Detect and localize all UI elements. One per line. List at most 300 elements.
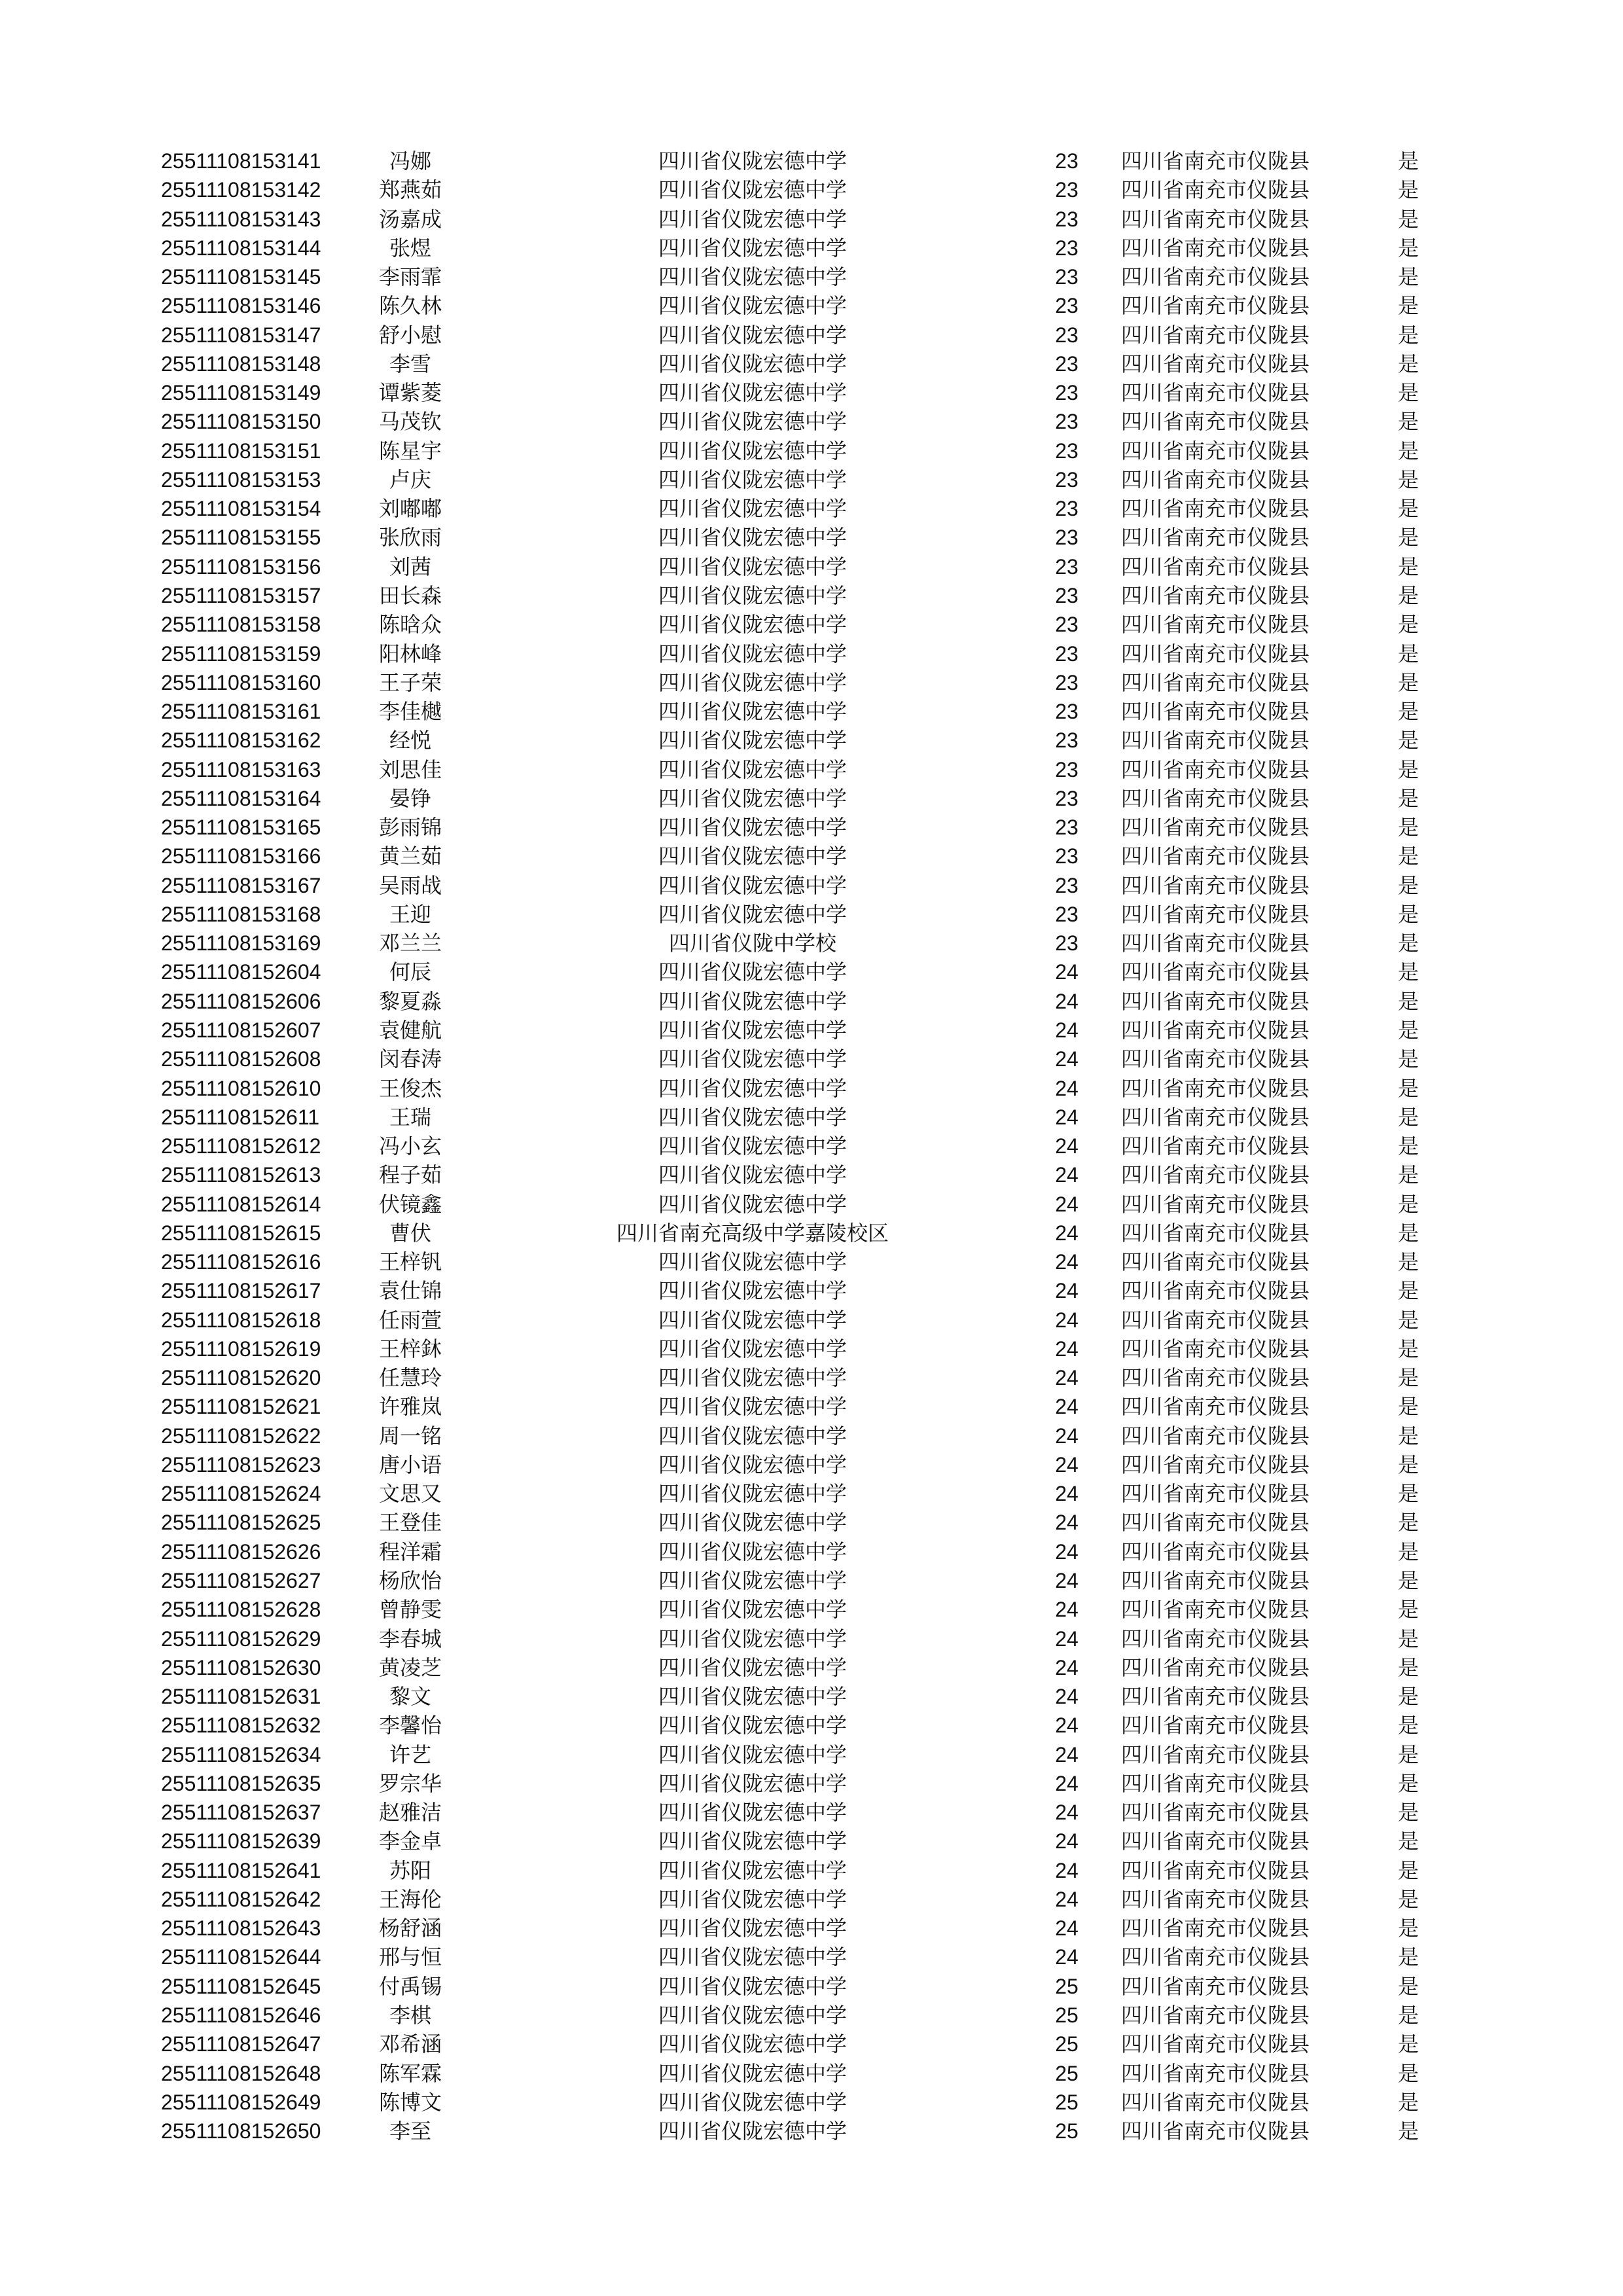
class-number: 25 bbox=[1055, 2090, 1079, 2114]
school-name: 四川省仪陇宏德中学 bbox=[658, 1568, 847, 1594]
candidate-id: 25511108153153 bbox=[161, 467, 321, 492]
candidate-id: 25511108153143 bbox=[161, 207, 321, 231]
region: 四川省南充市仪陇县 bbox=[1121, 409, 1310, 435]
region: 四川省南充市仪陇县 bbox=[1121, 525, 1310, 550]
region: 四川省南充市仪陇县 bbox=[1121, 1162, 1310, 1188]
table-row bbox=[0, 378, 1623, 407]
class-number: 24 bbox=[1055, 1511, 1079, 1535]
flag-value: 是 bbox=[1398, 149, 1419, 173]
table-row bbox=[0, 1856, 1623, 1885]
table-row bbox=[0, 842, 1623, 870]
school-name: 四川省仪陇宏德中学 bbox=[658, 1047, 847, 1072]
student-name: 李雪 bbox=[389, 351, 431, 376]
flag-value: 是 bbox=[1398, 380, 1419, 406]
candidate-id: 25511108153147 bbox=[161, 323, 321, 347]
school-name: 四川省仪陇宏德中学 bbox=[658, 1336, 847, 1361]
student-name: 程子茹 bbox=[378, 1162, 442, 1188]
region: 四川省南充市仪陇县 bbox=[1121, 2032, 1310, 2057]
table-row bbox=[0, 1190, 1623, 1219]
class-number: 24 bbox=[1055, 1801, 1079, 1825]
student-name: 唐小语 bbox=[378, 1452, 442, 1477]
student-name: 邢与恒 bbox=[378, 1945, 442, 1970]
class-number: 24 bbox=[1055, 989, 1079, 1013]
flag-value: 是 bbox=[1398, 1800, 1419, 1825]
flag-value: 是 bbox=[1398, 1568, 1419, 1594]
student-name: 黄凌芝 bbox=[378, 1655, 442, 1680]
school-name: 四川省仪陇宏德中学 bbox=[658, 206, 847, 232]
student-name: 邓希涵 bbox=[378, 2032, 442, 2057]
table-row bbox=[0, 1972, 1623, 2001]
region: 四川省南充市仪陇县 bbox=[1121, 1278, 1310, 1304]
student-name: 吴雨战 bbox=[378, 872, 442, 898]
student-name: 阳林峰 bbox=[378, 641, 442, 666]
region: 四川省南充市仪陇县 bbox=[1121, 1886, 1310, 1912]
candidate-id: 25511108152643 bbox=[161, 1916, 321, 1941]
student-name: 李佳樾 bbox=[378, 699, 442, 725]
student-name: 邓兰兰 bbox=[378, 931, 442, 956]
class-number: 23 bbox=[1055, 554, 1079, 579]
table-row bbox=[0, 639, 1623, 668]
class-number: 23 bbox=[1055, 873, 1079, 897]
class-number: 23 bbox=[1055, 641, 1079, 666]
region: 四川省南充市仪陇县 bbox=[1121, 872, 1310, 898]
candidate-id: 25511108153162 bbox=[161, 728, 321, 753]
region: 四川省南充市仪陇县 bbox=[1121, 264, 1310, 290]
table-row bbox=[0, 494, 1623, 523]
student-name: 陈星宇 bbox=[378, 438, 442, 463]
class-number: 23 bbox=[1055, 439, 1079, 463]
flag-value: 是 bbox=[1398, 1104, 1419, 1130]
student-name: 王海伦 bbox=[378, 1886, 442, 1912]
candidate-id: 25511108153155 bbox=[161, 526, 321, 550]
table-row bbox=[0, 1276, 1623, 1305]
flag-value: 是 bbox=[1398, 931, 1419, 956]
student-name: 任慧玲 bbox=[378, 1365, 442, 1391]
flag-value: 是 bbox=[1398, 1684, 1419, 1710]
school-name: 四川省仪陇宏德中学 bbox=[658, 438, 847, 463]
region: 四川省南充市仪陇县 bbox=[1121, 901, 1310, 927]
region: 四川省南充市仪陇县 bbox=[1121, 1597, 1310, 1623]
candidate-id: 25511108152625 bbox=[161, 1511, 321, 1535]
candidate-id: 25511108153145 bbox=[161, 265, 321, 289]
candidate-id: 25511108152612 bbox=[161, 1134, 321, 1158]
school-name: 四川省仪陇宏德中学 bbox=[658, 1742, 847, 1767]
student-name: 李春城 bbox=[378, 1626, 442, 1651]
table-row bbox=[0, 1160, 1623, 1189]
class-number: 24 bbox=[1055, 1163, 1079, 1187]
school-name: 四川省仪陇宏德中学 bbox=[658, 1423, 847, 1448]
class-number: 25 bbox=[1055, 1974, 1079, 1998]
student-name: 王梓钒 bbox=[378, 1249, 442, 1275]
school-name: 四川省仪陇宏德中学 bbox=[658, 1857, 847, 1883]
candidate-id: 25511108152631 bbox=[161, 1685, 321, 1709]
region: 四川省南充市仪陇县 bbox=[1121, 988, 1310, 1014]
school-name: 四川省仪陇宏德中学 bbox=[658, 901, 847, 927]
student-name: 曾静雯 bbox=[378, 1597, 442, 1623]
school-name: 四川省仪陇宏德中学 bbox=[658, 785, 847, 811]
candidate-id: 25511108152635 bbox=[161, 1771, 321, 1795]
region: 四川省南充市仪陇县 bbox=[1121, 1829, 1310, 1854]
table-row bbox=[0, 1508, 1623, 1537]
region: 四川省南充市仪陇县 bbox=[1121, 1336, 1310, 1361]
flag-value: 是 bbox=[1398, 757, 1419, 782]
flag-value: 是 bbox=[1398, 2060, 1419, 2086]
class-number: 23 bbox=[1055, 844, 1079, 869]
student-name: 王俊杰 bbox=[378, 1075, 442, 1101]
flag-value: 是 bbox=[1398, 438, 1419, 463]
table-row bbox=[0, 1943, 1623, 1971]
school-name: 四川省仪陇宏德中学 bbox=[658, 1365, 847, 1391]
roster-table bbox=[0, 147, 1623, 2145]
flag-value: 是 bbox=[1398, 583, 1419, 608]
region: 四川省南充市仪陇县 bbox=[1121, 1075, 1310, 1101]
school-name: 四川省仪陇宏德中学 bbox=[658, 235, 847, 260]
student-name: 汤嘉成 bbox=[378, 206, 442, 232]
candidate-id: 25511108152619 bbox=[161, 1336, 321, 1361]
class-number: 24 bbox=[1055, 1626, 1079, 1651]
candidate-id: 25511108152634 bbox=[161, 1742, 321, 1767]
candidate-id: 25511108152621 bbox=[161, 1395, 321, 1419]
school-name: 四川省仪陇宏德中学 bbox=[658, 351, 847, 376]
region: 四川省南充市仪陇县 bbox=[1121, 757, 1310, 782]
candidate-id: 25511108152606 bbox=[161, 989, 321, 1013]
candidate-id: 25511108153160 bbox=[161, 670, 321, 694]
table-row bbox=[0, 262, 1623, 291]
flag-value: 是 bbox=[1398, 988, 1419, 1014]
table-row bbox=[0, 958, 1623, 986]
class-number: 24 bbox=[1055, 1018, 1079, 1042]
region: 四川省南充市仪陇县 bbox=[1121, 1104, 1310, 1130]
region: 四川省南充市仪陇县 bbox=[1121, 1394, 1310, 1420]
region: 四川省南充市仪陇县 bbox=[1121, 1857, 1310, 1883]
student-name: 王梓鈢 bbox=[378, 1336, 442, 1361]
region: 四川省南充市仪陇县 bbox=[1121, 583, 1310, 608]
school-name: 四川省仪陇宏德中学 bbox=[658, 670, 847, 695]
class-number: 23 bbox=[1055, 149, 1079, 173]
table-row bbox=[0, 205, 1623, 234]
flag-value: 是 bbox=[1398, 1916, 1419, 1941]
class-number: 23 bbox=[1055, 700, 1079, 724]
table-row bbox=[0, 987, 1623, 1016]
student-name: 罗宗华 bbox=[378, 1770, 442, 1796]
flag-value: 是 bbox=[1398, 467, 1419, 492]
flag-value: 是 bbox=[1398, 293, 1419, 319]
table-row bbox=[0, 1711, 1623, 1740]
student-name: 刘嘟嘟 bbox=[378, 496, 442, 522]
student-name: 袁仕锦 bbox=[378, 1278, 442, 1304]
candidate-id: 25511108152630 bbox=[161, 1655, 321, 1679]
flag-value: 是 bbox=[1398, 1134, 1419, 1159]
class-number: 24 bbox=[1055, 1308, 1079, 1332]
school-name: 四川省仪陇宏德中学 bbox=[658, 1597, 847, 1623]
class-number: 24 bbox=[1055, 1452, 1079, 1477]
school-name: 四川省仪陇宏德中学 bbox=[658, 467, 847, 492]
class-number: 24 bbox=[1055, 1858, 1079, 1882]
school-name: 四川省仪陇宏德中学 bbox=[658, 1626, 847, 1651]
table-row bbox=[0, 2088, 1623, 2117]
table-row bbox=[0, 755, 1623, 784]
school-name: 四川省仪陇宏德中学 bbox=[658, 699, 847, 725]
flag-value: 是 bbox=[1398, 1191, 1419, 1217]
candidate-id: 25511108153157 bbox=[161, 583, 321, 607]
candidate-id: 25511108153148 bbox=[161, 351, 321, 376]
flag-value: 是 bbox=[1398, 264, 1419, 290]
table-row bbox=[0, 1914, 1623, 1943]
student-name: 田长森 bbox=[378, 583, 442, 608]
region: 四川省南充市仪陇县 bbox=[1121, 641, 1310, 666]
region: 四川省南充市仪陇县 bbox=[1121, 1945, 1310, 1970]
region: 四川省南充市仪陇县 bbox=[1121, 1017, 1310, 1043]
class-number: 24 bbox=[1055, 1655, 1079, 1679]
flag-value: 是 bbox=[1398, 1220, 1419, 1246]
region: 四川省南充市仪陇县 bbox=[1121, 177, 1310, 203]
class-number: 24 bbox=[1055, 1336, 1079, 1361]
region: 四川省南充市仪陇县 bbox=[1121, 1307, 1310, 1333]
school-name: 四川省仪陇宏德中学 bbox=[658, 612, 847, 637]
flag-value: 是 bbox=[1398, 2003, 1419, 2028]
flag-value: 是 bbox=[1398, 1539, 1419, 1564]
region: 四川省南充市仪陇县 bbox=[1121, 293, 1310, 319]
school-name: 四川省仪陇宏德中学 bbox=[658, 1249, 847, 1275]
class-number: 23 bbox=[1055, 583, 1079, 607]
candidate-id: 25511108152629 bbox=[161, 1626, 321, 1651]
table-row bbox=[0, 1827, 1623, 1856]
class-number: 23 bbox=[1055, 207, 1079, 231]
student-name: 郑燕茹 bbox=[378, 177, 442, 203]
region: 四川省南充市仪陇县 bbox=[1121, 1568, 1310, 1594]
student-name: 伏镜鑫 bbox=[378, 1191, 442, 1217]
student-name: 刘思佳 bbox=[378, 757, 442, 782]
table-row bbox=[0, 1045, 1623, 1073]
table-row bbox=[0, 1219, 1623, 1247]
student-name: 刘茜 bbox=[389, 554, 431, 579]
school-name: 四川省仪陇宏德中学 bbox=[658, 1134, 847, 1159]
school-name: 四川省仪陇宏德中学 bbox=[658, 960, 847, 985]
flag-value: 是 bbox=[1398, 1047, 1419, 1072]
candidate-id: 25511108153149 bbox=[161, 381, 321, 405]
flag-value: 是 bbox=[1398, 1945, 1419, 1970]
class-number: 24 bbox=[1055, 1395, 1079, 1419]
student-name: 经悦 bbox=[389, 728, 431, 753]
region: 四川省南充市仪陇县 bbox=[1121, 496, 1310, 522]
table-row bbox=[0, 610, 1623, 639]
flag-value: 是 bbox=[1398, 496, 1419, 522]
school-name: 四川省仪陇宏德中学 bbox=[658, 2032, 847, 2057]
school-name: 四川省仪陇宏德中学 bbox=[658, 1452, 847, 1477]
table-row bbox=[0, 407, 1623, 436]
candidate-id: 25511108152626 bbox=[161, 1539, 321, 1564]
table-row bbox=[0, 929, 1623, 958]
flag-value: 是 bbox=[1398, 322, 1419, 348]
candidate-id: 25511108153151 bbox=[161, 439, 321, 463]
table-row bbox=[0, 1769, 1623, 1798]
table-row bbox=[0, 1247, 1623, 1276]
table-row bbox=[0, 668, 1623, 697]
region: 四川省南充市仪陇县 bbox=[1121, 1684, 1310, 1710]
school-name: 四川省仪陇宏德中学 bbox=[658, 322, 847, 348]
table-row bbox=[0, 1306, 1623, 1335]
school-name: 四川省仪陇宏德中学 bbox=[658, 641, 847, 666]
region: 四川省南充市仪陇县 bbox=[1121, 554, 1310, 579]
flag-value: 是 bbox=[1398, 1394, 1419, 1420]
candidate-id: 25511108152614 bbox=[161, 1192, 321, 1216]
table-row bbox=[0, 1016, 1623, 1045]
flag-value: 是 bbox=[1398, 1597, 1419, 1623]
flag-value: 是 bbox=[1398, 641, 1419, 666]
school-name: 四川省仪陇宏德中学 bbox=[658, 554, 847, 579]
student-name: 赵雅洁 bbox=[378, 1800, 442, 1825]
flag-value: 是 bbox=[1398, 235, 1419, 260]
region: 四川省南充市仪陇县 bbox=[1121, 1916, 1310, 1941]
table-row bbox=[0, 552, 1623, 581]
region: 四川省南充市仪陇县 bbox=[1121, 1047, 1310, 1072]
class-number: 23 bbox=[1055, 467, 1079, 492]
candidate-id: 25511108152639 bbox=[161, 1829, 321, 1854]
flag-value: 是 bbox=[1398, 2089, 1419, 2115]
table-row bbox=[0, 175, 1623, 204]
flag-value: 是 bbox=[1398, 2119, 1419, 2144]
table-row bbox=[0, 291, 1623, 320]
school-name: 四川省仪陇宏德中学 bbox=[658, 2003, 847, 2028]
table-row bbox=[0, 1479, 1623, 1508]
table-row bbox=[0, 1103, 1623, 1132]
candidate-id: 25511108152642 bbox=[161, 1887, 321, 1911]
table-row bbox=[0, 1682, 1623, 1711]
table-row bbox=[0, 581, 1623, 610]
region: 四川省南充市仪陇县 bbox=[1121, 380, 1310, 406]
class-number: 24 bbox=[1055, 1250, 1079, 1274]
flag-value: 是 bbox=[1398, 901, 1419, 927]
school-name: 四川省仪陇宏德中学 bbox=[658, 2060, 847, 2086]
table-row bbox=[0, 1798, 1623, 1827]
class-number: 24 bbox=[1055, 1771, 1079, 1795]
class-number: 25 bbox=[1055, 2032, 1079, 2056]
school-name: 四川省南充高级中学嘉陵校区 bbox=[616, 1220, 889, 1246]
candidate-id: 25511108152604 bbox=[161, 960, 321, 984]
school-name: 四川省仪陇宏德中学 bbox=[658, 1481, 847, 1507]
region: 四川省南充市仪陇县 bbox=[1121, 785, 1310, 811]
student-name: 许艺 bbox=[389, 1742, 431, 1767]
table-row bbox=[0, 437, 1623, 465]
student-name: 张煜 bbox=[389, 235, 431, 260]
region: 四川省南充市仪陇县 bbox=[1121, 931, 1310, 956]
class-number: 23 bbox=[1055, 902, 1079, 926]
student-name: 彭雨锦 bbox=[378, 815, 442, 840]
flag-value: 是 bbox=[1398, 785, 1419, 811]
region: 四川省南充市仪陇县 bbox=[1121, 467, 1310, 492]
student-name: 陈博文 bbox=[378, 2089, 442, 2115]
student-name: 袁健航 bbox=[378, 1017, 442, 1043]
school-name: 四川省仪陇宏德中学 bbox=[658, 1104, 847, 1130]
student-name: 曹伏 bbox=[389, 1220, 431, 1246]
class-number: 24 bbox=[1055, 960, 1079, 984]
student-name: 黎夏淼 bbox=[378, 988, 442, 1014]
school-name: 四川省仪陇宏德中学 bbox=[658, 872, 847, 898]
candidate-id: 25511108152649 bbox=[161, 2090, 321, 2114]
candidate-id: 25511108152610 bbox=[161, 1076, 321, 1100]
table-row bbox=[0, 321, 1623, 350]
region: 四川省南充市仪陇县 bbox=[1121, 322, 1310, 348]
candidate-id: 25511108153156 bbox=[161, 554, 321, 579]
candidate-id: 25511108153166 bbox=[161, 844, 321, 869]
school-name: 四川省仪陇宏德中学 bbox=[658, 1307, 847, 1333]
flag-value: 是 bbox=[1398, 1510, 1419, 1535]
student-name: 黄兰茹 bbox=[378, 844, 442, 869]
table-row bbox=[0, 1740, 1623, 1769]
region: 四川省南充市仪陇县 bbox=[1121, 2060, 1310, 2086]
school-name: 四川省仪陇宏德中学 bbox=[658, 177, 847, 203]
class-number: 24 bbox=[1055, 1076, 1079, 1100]
candidate-id: 25511108152644 bbox=[161, 1945, 321, 1969]
table-row bbox=[0, 2059, 1623, 2088]
region: 四川省南充市仪陇县 bbox=[1121, 1249, 1310, 1275]
student-name: 陈军霖 bbox=[378, 2060, 442, 2086]
student-name: 谭紫菱 bbox=[378, 380, 442, 406]
table-row bbox=[0, 2030, 1623, 2058]
student-name: 卢庆 bbox=[389, 467, 431, 492]
region: 四川省南充市仪陇县 bbox=[1121, 235, 1310, 260]
region: 四川省南充市仪陇县 bbox=[1121, 815, 1310, 840]
class-number: 24 bbox=[1055, 1221, 1079, 1245]
candidate-id: 25511108152628 bbox=[161, 1598, 321, 1622]
class-number: 23 bbox=[1055, 670, 1079, 694]
candidate-id: 25511108152616 bbox=[161, 1250, 321, 1274]
class-number: 23 bbox=[1055, 931, 1079, 956]
flag-value: 是 bbox=[1398, 1655, 1419, 1680]
region: 四川省南充市仪陇县 bbox=[1121, 1365, 1310, 1391]
student-name: 李金卓 bbox=[378, 1829, 442, 1854]
candidate-id: 25511108153159 bbox=[161, 641, 321, 666]
region: 四川省南充市仪陇县 bbox=[1121, 612, 1310, 637]
class-number: 23 bbox=[1055, 236, 1079, 260]
student-name: 马茂钦 bbox=[378, 409, 442, 435]
flag-value: 是 bbox=[1398, 1973, 1419, 1999]
flag-value: 是 bbox=[1398, 1742, 1419, 1767]
region: 四川省南充市仪陇县 bbox=[1121, 1770, 1310, 1796]
school-name: 四川省仪陇宏德中学 bbox=[658, 1945, 847, 1970]
candidate-id: 25511108153146 bbox=[161, 294, 321, 318]
flag-value: 是 bbox=[1398, 844, 1419, 869]
school-name: 四川省仪陇宏德中学 bbox=[658, 728, 847, 753]
table-row bbox=[0, 1885, 1623, 1914]
school-name: 四川省仪陇宏德中学 bbox=[658, 525, 847, 550]
candidate-id: 25511108153163 bbox=[161, 757, 321, 781]
class-number: 23 bbox=[1055, 351, 1079, 376]
student-name: 李雨霏 bbox=[378, 264, 442, 290]
candidate-id: 25511108152608 bbox=[161, 1047, 321, 1071]
student-name: 张欣雨 bbox=[378, 525, 442, 550]
table-row bbox=[0, 900, 1623, 929]
flag-value: 是 bbox=[1398, 815, 1419, 840]
school-name: 四川省仪陇宏德中学 bbox=[658, 1162, 847, 1188]
candidate-id: 25511108152641 bbox=[161, 1858, 321, 1882]
candidate-id: 25511108152615 bbox=[161, 1221, 321, 1245]
flag-value: 是 bbox=[1398, 525, 1419, 550]
candidate-id: 25511108152613 bbox=[161, 1163, 321, 1187]
school-name: 四川省仪陇宏德中学 bbox=[658, 293, 847, 319]
candidate-id: 25511108153167 bbox=[161, 873, 321, 897]
school-name: 四川省仪陇宏德中学 bbox=[658, 264, 847, 290]
class-number: 23 bbox=[1055, 381, 1079, 405]
school-name: 四川省仪陇宏德中学 bbox=[658, 1770, 847, 1796]
student-name: 陈晗众 bbox=[378, 612, 442, 637]
school-name: 四川省仪陇宏德中学 bbox=[658, 380, 847, 406]
school-name: 四川省仪陇宏德中学 bbox=[658, 409, 847, 435]
table-row bbox=[0, 1450, 1623, 1479]
flag-value: 是 bbox=[1398, 1365, 1419, 1391]
school-name: 四川省仪陇宏德中学 bbox=[658, 1886, 847, 1912]
flag-value: 是 bbox=[1398, 206, 1419, 232]
